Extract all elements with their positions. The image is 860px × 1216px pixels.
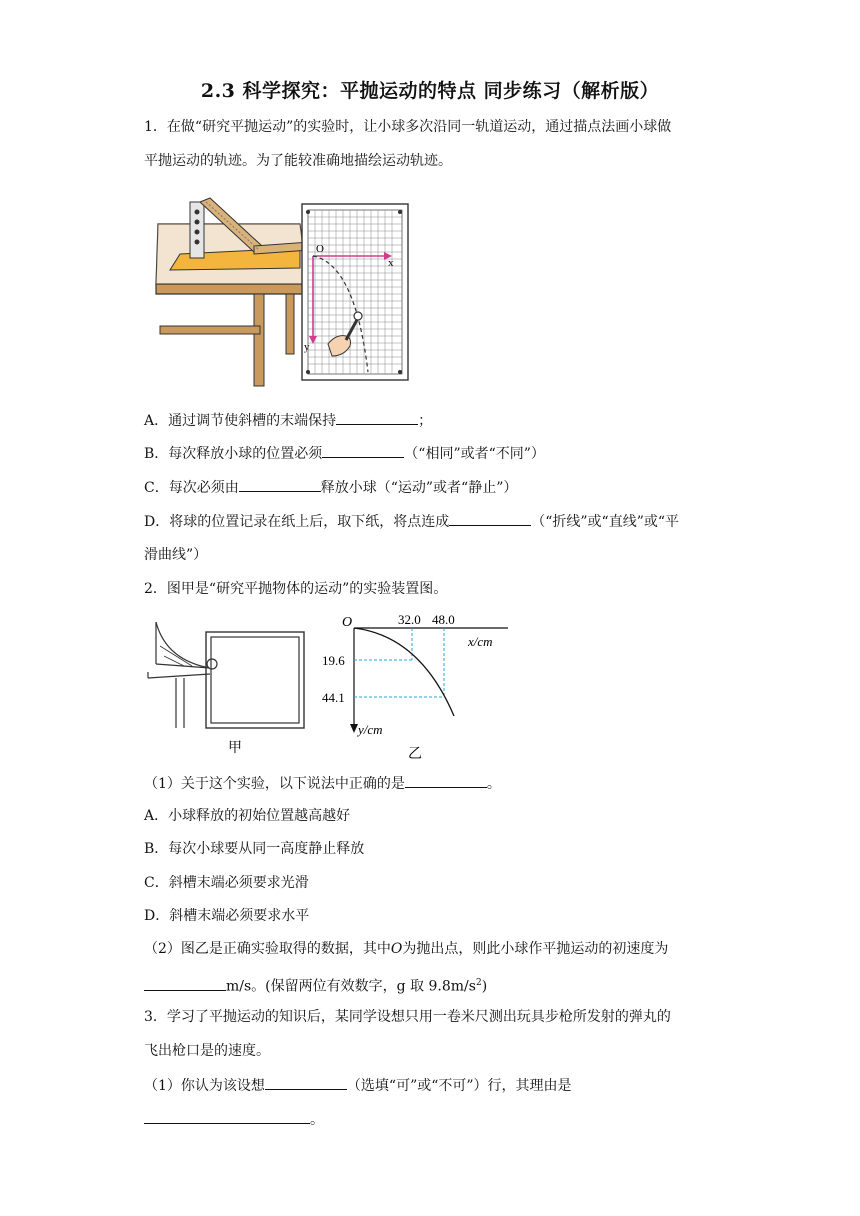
q2-sub1-end: 。 xyxy=(486,776,501,792)
q3-sub1-text: （1）你认为该设想 xyxy=(144,1078,265,1094)
q2-figure-yi-graph xyxy=(320,606,520,766)
q2-graph-origin: O xyxy=(342,615,353,630)
q2-axis-x-label: x/cm xyxy=(468,634,493,649)
q2-sub2-line2 xyxy=(144,973,487,997)
q1-option-a-text: A．通过调节使斜槽的末端保持 xyxy=(144,413,337,429)
page-title: 2.3 科学探究：平抛运动的特点 同步练习（解析版） xyxy=(200,80,660,102)
q2-axis-y-label: y/cm xyxy=(358,722,383,737)
q1-fig-origin-label: O xyxy=(316,243,324,255)
q2-option-a: A．小球释放的初始位置越高越好 xyxy=(144,808,351,824)
q2-sub1-text: （1）关于这个实验，以下说法中正确的是 xyxy=(144,776,405,792)
q1-option-d-line2: 滑曲线”） xyxy=(144,547,208,563)
q1-fig-y-label: y xyxy=(304,341,310,353)
q1-option-d-text: D．将球的位置记录在纸上后，取下纸，将点连成 xyxy=(144,514,450,530)
q2-sub2-text: （2）图乙是正确实验取得的数据，其中 xyxy=(144,941,391,957)
q1-blank-c[interactable] xyxy=(239,477,321,492)
q2-sub2-blank[interactable] xyxy=(144,976,226,991)
q1-option-d xyxy=(144,511,679,532)
q2-tick-x1: 32.0 xyxy=(398,612,421,627)
q3-stem-line2: 飞出枪口是的速度。 xyxy=(144,1043,270,1059)
q1-option-c xyxy=(144,477,517,498)
q2-option-c: C．斜槽末端必须要求光滑 xyxy=(144,875,309,891)
q2-sub1-blank[interactable] xyxy=(405,773,487,788)
q1-option-b-text: B．每次释放小球的位置必须 xyxy=(144,446,323,462)
q2-tick-y1: 19.6 xyxy=(322,653,345,668)
q2-tick-y2: 44.1 xyxy=(322,690,345,705)
q1-blank-b[interactable] xyxy=(322,443,404,458)
q3-stem-line1: 3．学习了平抛运动的知识后，某同学设想只用一卷米尺测出玩具步枪所发射的弹丸的 xyxy=(144,1009,671,1025)
q1-option-a-end: ； xyxy=(418,413,433,429)
q2-option-b: B．每次小球要从同一高度静止释放 xyxy=(144,841,365,857)
q2-fig-yi-label: 乙 xyxy=(408,747,422,762)
q3-sub1-line2 xyxy=(144,1109,324,1130)
q1-option-c-text: C．每次必须由 xyxy=(144,480,239,496)
q3-reason-blank[interactable] xyxy=(144,1109,310,1124)
q2-fig-jia-label: 甲 xyxy=(228,741,242,756)
q1-option-a xyxy=(144,410,432,431)
q3-sub1-end: 。 xyxy=(310,1112,324,1128)
q1-stem-line1: 1．在做“研究平抛运动”的实验时，让小球多次沿同一轨道运动，通过描点法画小球做 xyxy=(144,119,672,135)
q2-stem: 2．图甲是“研究平抛物体的运动”的实验装置图。 xyxy=(144,581,448,597)
q2-sub1 xyxy=(144,773,501,794)
q1-option-b xyxy=(144,443,545,464)
q2-option-d: D．斜槽末端必须要求水平 xyxy=(144,908,310,924)
q2-sub2-line1 xyxy=(144,939,668,959)
q2-sub2-close: ) xyxy=(481,978,488,995)
q1-stem-line2: 平抛运动的轨迹。为了能较准确地描绘运动轨迹。 xyxy=(144,153,452,169)
q2-tick-x2: 48.0 xyxy=(432,612,455,627)
q3-sub1-hint: （选填“可”或“不可”）行，其理由是 xyxy=(346,1078,572,1094)
q1-option-b-hint: （“相同”或者“不同”） xyxy=(404,446,545,462)
q2-sub2-unit: m/s。(保留两位有效数字，g 取 9.8m/s xyxy=(226,978,476,995)
q3-sub1-blank[interactable] xyxy=(265,1075,347,1090)
q1-option-d-hint: （“折线”或“直线”或“平 xyxy=(531,514,680,530)
q1-blank-a[interactable] xyxy=(336,410,418,425)
q3-sub1 xyxy=(144,1075,572,1096)
q2-sub2-origin: O xyxy=(390,941,403,957)
q2-figure-jia xyxy=(146,612,306,762)
q1-fig-x-label: x xyxy=(388,257,394,269)
q2-sub2-sup: 2 xyxy=(475,978,482,988)
q1-option-c-hint: 释放小球（“运动”或者“静止”） xyxy=(320,480,518,496)
q2-sub2-text-end: 为抛出点，则此小球作平抛运动的初速度为 xyxy=(402,941,669,957)
q1-blank-d[interactable] xyxy=(449,511,531,526)
q1-apparatus-figure xyxy=(150,194,412,390)
